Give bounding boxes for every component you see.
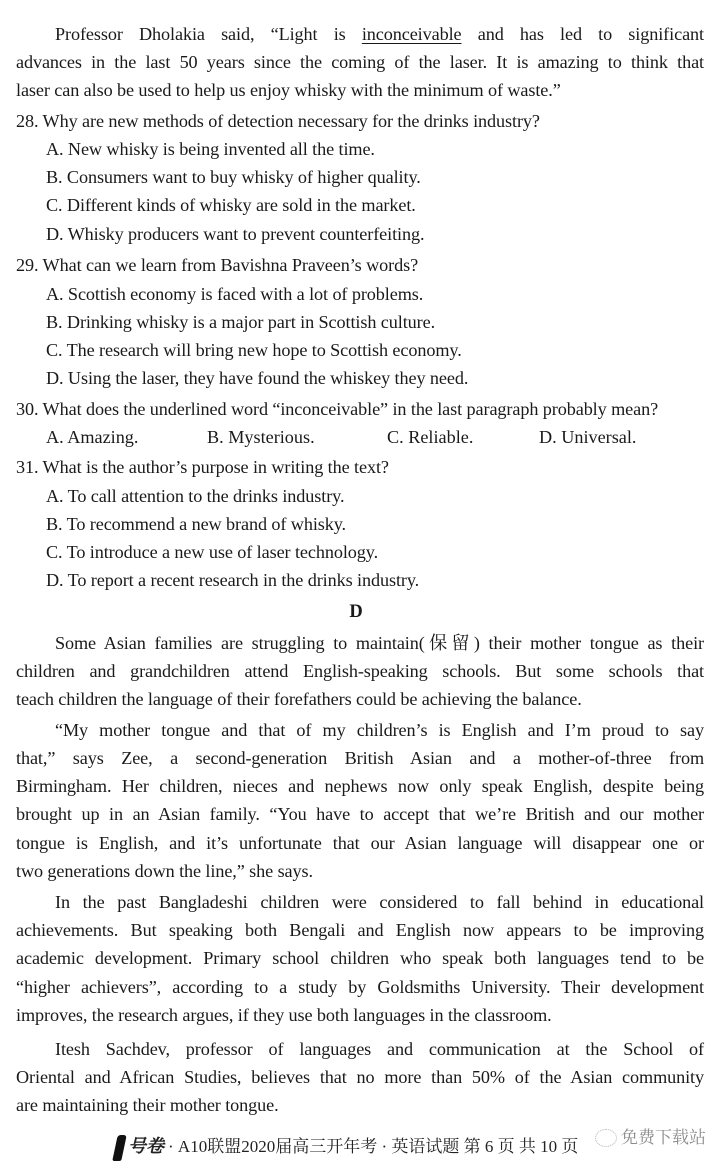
passage-d-line: Some Asian families are struggling to maintain(保留) their mother tongue as their — [55, 633, 704, 653]
watermark — [595, 1126, 706, 1150]
question-30-stem: 30. What does the underlined word “inconceivable” in the last paragraph probably mean? — [16, 399, 659, 419]
passage-text: Professor Dholakia said, “Light is — [55, 24, 362, 44]
passage-d-line: achievements. But speaking both Bengali and English now appears to be improving — [16, 920, 704, 940]
passage-d-line: In the past Bangladeshi children were considered to fall behind in educational — [55, 892, 704, 912]
question-29-option-b: B. Drinking whisky is a major part in Scottish culture. — [46, 312, 436, 332]
passage-d-line: children and grandchildren attend English-speaking schools. But some schools that — [16, 661, 704, 681]
question-28-option-c: C. Different kinds of whisky are sold in the market. — [46, 195, 416, 215]
question-29-stem: 29. What can we learn from Bavishna Praveen’s words? — [16, 255, 419, 275]
question-31-option-c: C. To introduce a new use of laser technology. — [46, 542, 379, 562]
underlined-word: inconceivable — [361, 24, 462, 44]
passage-d-line: Itesh Sachdev, professor of languages and communication at the School of — [55, 1039, 704, 1059]
passage-line — [55, 20, 704, 48]
question-29-option-c: C. The research will bring new hope to Scottish economy. — [46, 340, 462, 360]
passage-line: advances in the last 50 years since the coming of the laser. It is amazing to think that — [16, 52, 704, 72]
brand-logo-icon — [112, 1135, 127, 1161]
footer-text: · A10联盟2020届高三开年考 · 英语试题 第 6 页 共 10 页 — [168, 1137, 579, 1156]
question-30-option-a: A. Amazing. — [46, 427, 139, 447]
wechat-icon — [595, 1129, 617, 1147]
passage-d-line: two generations down the line,” she says. — [16, 861, 313, 881]
brand-logo-text: 号卷 — [128, 1136, 164, 1157]
question-28-option-b: B. Consumers want to buy whisky of higher quality. — [46, 167, 421, 187]
question-31-stem: 31. What is the author’s purpose in writing the text? — [16, 457, 389, 477]
passage-d-line: are maintaining their mother tongue. — [16, 1095, 279, 1115]
passage-d-line: Oriental and African Studies, believes that no more than 50% of the Asian community — [16, 1067, 704, 1087]
question-31-option-b: B. To recommend a new brand of whisky. — [46, 514, 347, 534]
passage-d-line: “higher achievers”, according to a study by Goldsmiths University. Their development — [16, 977, 704, 997]
passage-text: and has led to significant — [461, 24, 704, 44]
passage-d-line: that,” says Zee, a second-generation British Asian and a mother-of-three from — [16, 748, 704, 768]
question-30-option-b: B. Mysterious. — [207, 427, 315, 447]
question-29-option-a: A. Scottish economy is faced with a lot of problems. — [46, 284, 424, 304]
question-30-option-d: D. Universal. — [539, 427, 637, 447]
question-31-option-a: A. To call attention to the drinks industry. — [46, 486, 345, 506]
passage-d-line: teach children the language of their forefathers could be achieving the balance. — [16, 689, 582, 709]
question-28-stem: 28. Why are new methods of detection necessary for the drinks industry? — [16, 111, 540, 131]
passage-d-line: improves, the research argues, if they use both languages in the classroom. — [16, 1005, 552, 1025]
question-31-option-d: D. To report a recent research in the drinks industry. — [46, 570, 420, 590]
question-29-option-d: D. Using the laser, they have found the whiskey they need. — [46, 368, 469, 388]
question-30-option-c: C. Reliable. — [387, 427, 474, 447]
passage-d-line: “My mother tongue and that of my children’s is English and I’m proud to say — [55, 720, 704, 740]
question-28-option-a: A. New whisky is being invented all the time. — [46, 139, 375, 159]
passage-d-line: tongue is English, and it’s unfortunate that our Asian language will disappear one or — [16, 833, 704, 853]
passage-line: laser can also be used to help us enjoy whisky with the minimum of waste.” — [16, 80, 561, 100]
watermark-text: 免费下载站 — [621, 1128, 706, 1148]
question-28-option-d: D. Whisky producers want to prevent counterfeiting. — [46, 224, 425, 244]
section-d-heading: D — [349, 602, 363, 622]
passage-d-line: academic development. Primary school children who speak both languages tend to be — [16, 948, 704, 968]
passage-d-line: Birmingham. Her children, nieces and nephews now only speak English, despite being — [16, 776, 704, 796]
passage-d-line: brought up in an Asian family. “You have to accept that we’re British and our mother — [16, 804, 704, 824]
page-footer — [115, 1131, 578, 1163]
